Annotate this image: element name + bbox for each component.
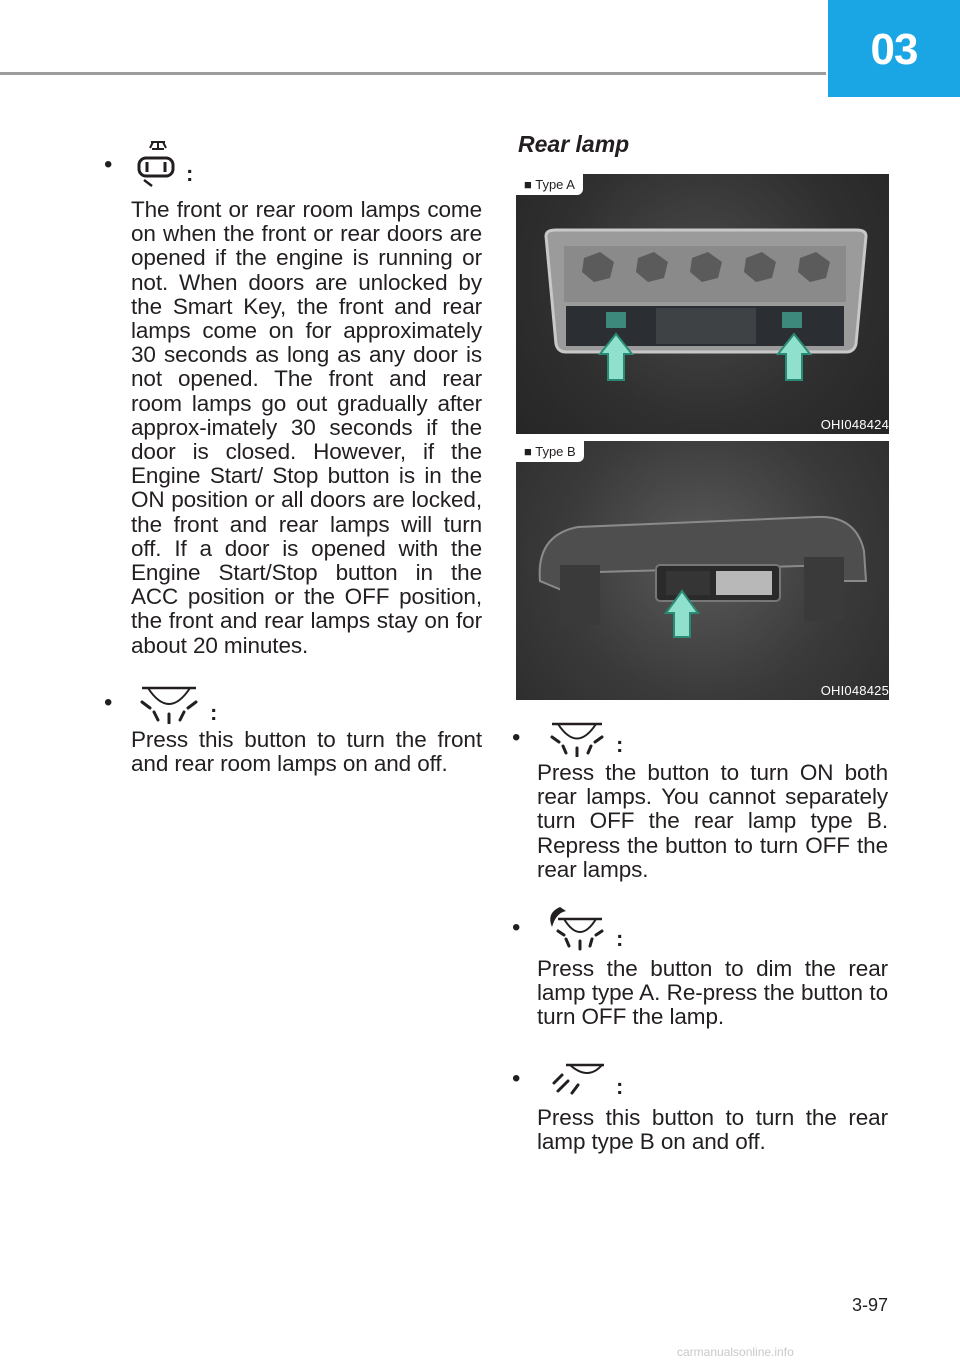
right-item-3-text: Press this button to turn the rear lamp type B on and off. xyxy=(537,1105,888,1155)
colon: : xyxy=(186,161,194,186)
figure-type-a-code: OHI048424 xyxy=(820,417,889,432)
bullet: • xyxy=(512,724,521,751)
right-item-1-text: Press the button to turn ON both rear lamps. You cannot separately turn OFF the rear lamp type B. Repress the button to turn OFF the rear lamps. xyxy=(537,760,888,882)
bullet: • xyxy=(512,914,521,941)
right-item-2-text: Press the button to dim the rear lamp type A. Re-press the button to turn OFF the lamp. xyxy=(537,956,888,1030)
bullet: • xyxy=(104,689,113,716)
rear-lamp-type-b-photo xyxy=(516,441,889,700)
left-item-2-header xyxy=(104,680,217,726)
chapter-tab xyxy=(828,0,960,97)
right-item-1-header xyxy=(512,718,623,758)
dim-lamp-icon xyxy=(544,905,610,951)
watermark: carmanualsonline.info xyxy=(677,1345,794,1359)
colon: : xyxy=(616,926,624,951)
room-lamp-icon xyxy=(134,682,204,724)
figure-type-b-code: OHI048425 xyxy=(820,683,889,698)
bullet: • xyxy=(512,1065,521,1092)
figure-type-a xyxy=(516,174,889,434)
header-rule xyxy=(0,72,826,75)
left-item-2-text: Press this button to turn the front and rear room lamps on and off. xyxy=(131,727,482,777)
rear-lamp-type-a-photo xyxy=(516,174,889,434)
door-lamp-icon xyxy=(134,140,180,190)
bullet: • xyxy=(104,151,113,178)
right-item-3-header xyxy=(512,1058,623,1100)
figure-type-b xyxy=(516,441,889,700)
left-item-1-text: The front or rear room lamps come on when the front or rear doors are opened if the engine is running or not. When doors are unlocked by the Smart Key, the front and rear lamps come on for approximately 30 seconds as long as any door is not opened. The front and rear room lamps go out gradually after approx-imately 30 seconds if the door is closed. However, if the Engine Start/ Stop button is in the ON position or all doors are locked, the front and rear lamps will turn off. If a door is opened with the Engine Start/Stop button in the ACC position or the OFF position, the front and rear lamps stay on for about 20 minutes. xyxy=(131,197,482,658)
figure-type-a-label: ■ Type A xyxy=(516,174,583,195)
left-item-1-header xyxy=(104,140,193,190)
chapter-number: 03 xyxy=(870,24,918,74)
page-number: 3-97 xyxy=(851,1295,888,1315)
colon: : xyxy=(616,1074,624,1099)
reading-lamp-icon xyxy=(544,1061,610,1097)
figure-type-b-label: ■ Type B xyxy=(516,441,584,462)
section-title: Rear lamp xyxy=(518,131,630,157)
colon: : xyxy=(616,732,624,757)
colon: : xyxy=(210,700,218,725)
right-item-2-header xyxy=(512,904,623,952)
rear-lamp-icon xyxy=(544,719,610,757)
